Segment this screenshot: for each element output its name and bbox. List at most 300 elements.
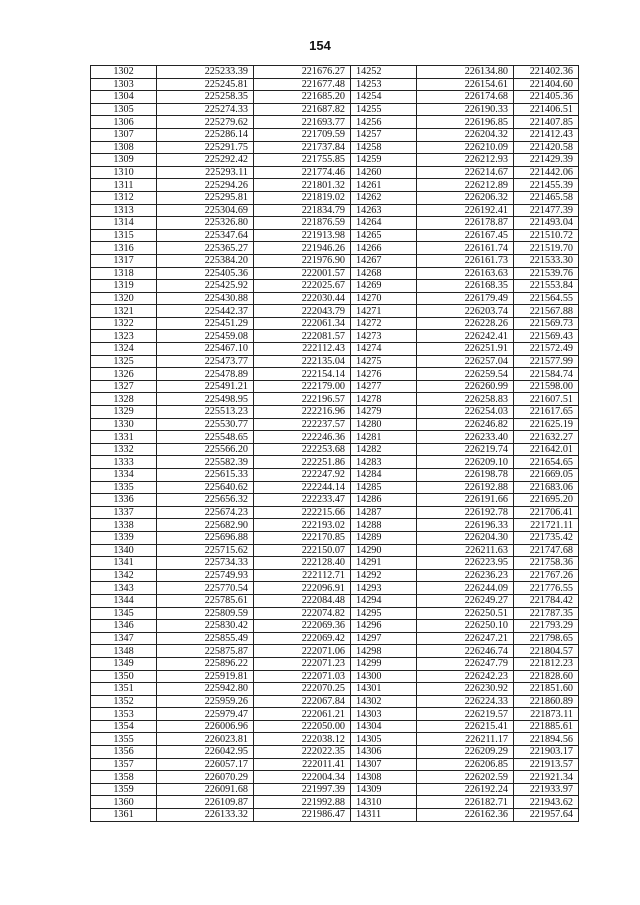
point-id-left: 1360 xyxy=(91,796,157,809)
y-coordinate-right: 221442.06 xyxy=(514,166,579,179)
x-coordinate-right: 226259.54 xyxy=(417,368,514,381)
table-row xyxy=(91,531,579,544)
x-coordinate-right: 226204.30 xyxy=(417,531,514,544)
point-id-left: 1318 xyxy=(91,267,157,280)
y-coordinate-right: 221569.73 xyxy=(514,317,579,330)
point-id-right: 14287 xyxy=(351,506,417,519)
point-id-right: 14271 xyxy=(351,305,417,318)
table-row xyxy=(91,632,579,645)
x-coordinate-right: 226162.36 xyxy=(417,809,514,822)
y-coordinate-left: 221693.77 xyxy=(254,116,351,129)
table-row xyxy=(91,695,579,708)
y-coordinate-right: 221747.68 xyxy=(514,544,579,557)
point-id-right: 14279 xyxy=(351,406,417,419)
x-coordinate-right: 226192.78 xyxy=(417,506,514,519)
point-id-right: 14268 xyxy=(351,267,417,280)
table-row xyxy=(91,481,579,494)
x-coordinate-right: 226192.41 xyxy=(417,204,514,217)
y-coordinate-left: 221774.46 xyxy=(254,166,351,179)
y-coordinate-left: 221737.84 xyxy=(254,141,351,154)
table-row xyxy=(91,771,579,784)
x-coordinate-left: 225451.29 xyxy=(157,317,254,330)
point-id-right: 14267 xyxy=(351,254,417,267)
x-coordinate-right: 226161.73 xyxy=(417,254,514,267)
x-coordinate-right: 226230.92 xyxy=(417,683,514,696)
y-coordinate-right: 221812.23 xyxy=(514,657,579,670)
point-id-left: 1313 xyxy=(91,204,157,217)
point-id-left: 1311 xyxy=(91,179,157,192)
point-id-right: 14298 xyxy=(351,645,417,658)
point-id-right: 14283 xyxy=(351,456,417,469)
table-row xyxy=(91,783,579,796)
x-coordinate-left: 225896.22 xyxy=(157,657,254,670)
y-coordinate-right: 221465.58 xyxy=(514,191,579,204)
coordinates-table xyxy=(90,65,579,822)
y-coordinate-right: 221851.60 xyxy=(514,683,579,696)
x-coordinate-left: 225582.39 xyxy=(157,456,254,469)
x-coordinate-right: 226219.74 xyxy=(417,443,514,456)
y-coordinate-left: 222071.23 xyxy=(254,657,351,670)
x-coordinate-left: 225830.42 xyxy=(157,620,254,633)
y-coordinate-left: 222193.02 xyxy=(254,519,351,532)
point-id-right: 14308 xyxy=(351,771,417,784)
y-coordinate-right: 221519.70 xyxy=(514,242,579,255)
point-id-right: 14281 xyxy=(351,431,417,444)
table-row xyxy=(91,154,579,167)
point-id-left: 1310 xyxy=(91,166,157,179)
y-coordinate-right: 221758.36 xyxy=(514,557,579,570)
x-coordinate-right: 226206.85 xyxy=(417,758,514,771)
x-coordinate-left: 225245.81 xyxy=(157,78,254,91)
point-id-right: 14262 xyxy=(351,191,417,204)
table-row xyxy=(91,91,579,104)
point-id-left: 1305 xyxy=(91,103,157,116)
x-coordinate-right: 226192.88 xyxy=(417,481,514,494)
point-id-right: 14285 xyxy=(351,481,417,494)
point-id-left: 1335 xyxy=(91,481,157,494)
table-row xyxy=(91,254,579,267)
point-id-right: 14289 xyxy=(351,531,417,544)
y-coordinate-right: 221429.39 xyxy=(514,154,579,167)
point-id-left: 1339 xyxy=(91,531,157,544)
x-coordinate-left: 225749.93 xyxy=(157,569,254,582)
x-coordinate-right: 226249.27 xyxy=(417,594,514,607)
x-coordinate-left: 226042.95 xyxy=(157,746,254,759)
y-coordinate-right: 221407.85 xyxy=(514,116,579,129)
x-coordinate-right: 226242.23 xyxy=(417,670,514,683)
x-coordinate-left: 225304.69 xyxy=(157,204,254,217)
y-coordinate-right: 221569.43 xyxy=(514,330,579,343)
x-coordinate-left: 225855.49 xyxy=(157,632,254,645)
point-id-right: 14278 xyxy=(351,393,417,406)
x-coordinate-left: 225682.90 xyxy=(157,519,254,532)
table-row xyxy=(91,305,579,318)
table-row xyxy=(91,519,579,532)
y-coordinate-right: 221885.61 xyxy=(514,720,579,733)
x-coordinate-left: 225548.65 xyxy=(157,431,254,444)
point-id-right: 14310 xyxy=(351,796,417,809)
table-row xyxy=(91,557,579,570)
x-coordinate-right: 226198.78 xyxy=(417,469,514,482)
y-coordinate-right: 221405.36 xyxy=(514,91,579,104)
x-coordinate-right: 226203.74 xyxy=(417,305,514,318)
point-id-right: 14304 xyxy=(351,720,417,733)
x-coordinate-right: 226242.41 xyxy=(417,330,514,343)
y-coordinate-left: 222061.34 xyxy=(254,317,351,330)
y-coordinate-right: 221695.20 xyxy=(514,494,579,507)
table-row xyxy=(91,657,579,670)
point-id-left: 1332 xyxy=(91,443,157,456)
y-coordinate-right: 221584.74 xyxy=(514,368,579,381)
x-coordinate-left: 225425.92 xyxy=(157,280,254,293)
x-coordinate-left: 226091.68 xyxy=(157,783,254,796)
x-coordinate-left: 225875.87 xyxy=(157,645,254,658)
y-coordinate-right: 221510.72 xyxy=(514,229,579,242)
y-coordinate-right: 221784.42 xyxy=(514,594,579,607)
y-coordinate-right: 221669.05 xyxy=(514,469,579,482)
table-row xyxy=(91,796,579,809)
x-coordinate-left: 225295.81 xyxy=(157,191,254,204)
y-coordinate-right: 221787.35 xyxy=(514,607,579,620)
x-coordinate-right: 226233.40 xyxy=(417,431,514,444)
x-coordinate-left: 225291.75 xyxy=(157,141,254,154)
x-coordinate-left: 225615.33 xyxy=(157,469,254,482)
point-id-right: 14266 xyxy=(351,242,417,255)
x-coordinate-right: 226206.32 xyxy=(417,191,514,204)
x-coordinate-left: 225959.26 xyxy=(157,695,254,708)
table-row xyxy=(91,380,579,393)
x-coordinate-left: 225640.62 xyxy=(157,481,254,494)
table-row xyxy=(91,443,579,456)
point-id-right: 14269 xyxy=(351,280,417,293)
y-coordinate-right: 221721.11 xyxy=(514,519,579,532)
y-coordinate-left: 221709.59 xyxy=(254,128,351,141)
y-coordinate-left: 222135.04 xyxy=(254,355,351,368)
point-id-left: 1358 xyxy=(91,771,157,784)
table-row xyxy=(91,103,579,116)
table-row xyxy=(91,720,579,733)
y-coordinate-left: 222001.57 xyxy=(254,267,351,280)
point-id-left: 1353 xyxy=(91,708,157,721)
y-coordinate-right: 221706.41 xyxy=(514,506,579,519)
x-coordinate-left: 226109.87 xyxy=(157,796,254,809)
y-coordinate-right: 221632.27 xyxy=(514,431,579,444)
x-coordinate-right: 226212.89 xyxy=(417,179,514,192)
point-id-left: 1302 xyxy=(91,66,157,79)
x-coordinate-right: 226209.29 xyxy=(417,746,514,759)
point-id-right: 14301 xyxy=(351,683,417,696)
x-coordinate-left: 225498.95 xyxy=(157,393,254,406)
y-coordinate-left: 222030.44 xyxy=(254,292,351,305)
point-id-left: 1333 xyxy=(91,456,157,469)
x-coordinate-left: 225513.23 xyxy=(157,406,254,419)
x-coordinate-left: 225696.88 xyxy=(157,531,254,544)
y-coordinate-left: 222011.41 xyxy=(254,758,351,771)
point-id-right: 14291 xyxy=(351,557,417,570)
y-coordinate-left: 221997.39 xyxy=(254,783,351,796)
y-coordinate-right: 221654.65 xyxy=(514,456,579,469)
point-id-left: 1334 xyxy=(91,469,157,482)
y-coordinate-left: 221992.88 xyxy=(254,796,351,809)
x-coordinate-left: 225919.81 xyxy=(157,670,254,683)
x-coordinate-left: 225473.77 xyxy=(157,355,254,368)
point-id-left: 1356 xyxy=(91,746,157,759)
point-id-left: 1345 xyxy=(91,607,157,620)
point-id-left: 1343 xyxy=(91,582,157,595)
y-coordinate-left: 222084.48 xyxy=(254,594,351,607)
y-coordinate-left: 222081.57 xyxy=(254,330,351,343)
point-id-right: 14305 xyxy=(351,733,417,746)
table-row xyxy=(91,582,579,595)
table-row xyxy=(91,406,579,419)
table-row xyxy=(91,166,579,179)
point-id-right: 14294 xyxy=(351,594,417,607)
point-id-right: 14258 xyxy=(351,141,417,154)
point-id-right: 14252 xyxy=(351,66,417,79)
y-coordinate-right: 221477.39 xyxy=(514,204,579,217)
point-id-left: 1344 xyxy=(91,594,157,607)
y-coordinate-right: 221828.60 xyxy=(514,670,579,683)
point-id-right: 14263 xyxy=(351,204,417,217)
point-id-right: 14299 xyxy=(351,657,417,670)
point-id-left: 1303 xyxy=(91,78,157,91)
y-coordinate-right: 221406.51 xyxy=(514,103,579,116)
y-coordinate-right: 221404.60 xyxy=(514,78,579,91)
y-coordinate-right: 221493.04 xyxy=(514,217,579,230)
y-coordinate-left: 222237.57 xyxy=(254,418,351,431)
point-id-right: 14254 xyxy=(351,91,417,104)
x-coordinate-left: 226057.17 xyxy=(157,758,254,771)
point-id-right: 14280 xyxy=(351,418,417,431)
x-coordinate-left: 225233.39 xyxy=(157,66,254,79)
table-row xyxy=(91,809,579,822)
point-id-left: 1341 xyxy=(91,557,157,570)
x-coordinate-left: 225491.21 xyxy=(157,380,254,393)
x-coordinate-left: 225770.54 xyxy=(157,582,254,595)
x-coordinate-left: 225942.80 xyxy=(157,683,254,696)
y-coordinate-left: 221676.27 xyxy=(254,66,351,79)
table-row xyxy=(91,393,579,406)
point-id-right: 14288 xyxy=(351,519,417,532)
y-coordinate-left: 222096.91 xyxy=(254,582,351,595)
point-id-left: 1351 xyxy=(91,683,157,696)
x-coordinate-right: 226214.67 xyxy=(417,166,514,179)
y-coordinate-left: 222128.40 xyxy=(254,557,351,570)
x-coordinate-left: 225442.37 xyxy=(157,305,254,318)
x-coordinate-right: 226211.17 xyxy=(417,733,514,746)
point-id-right: 14307 xyxy=(351,758,417,771)
point-id-right: 14286 xyxy=(351,494,417,507)
y-coordinate-right: 221642.01 xyxy=(514,443,579,456)
point-id-right: 14259 xyxy=(351,154,417,167)
point-id-left: 1331 xyxy=(91,431,157,444)
point-id-left: 1350 xyxy=(91,670,157,683)
x-coordinate-left: 226070.29 xyxy=(157,771,254,784)
point-id-left: 1355 xyxy=(91,733,157,746)
point-id-left: 1321 xyxy=(91,305,157,318)
y-coordinate-right: 221957.64 xyxy=(514,809,579,822)
y-coordinate-left: 222253.68 xyxy=(254,443,351,456)
table-row xyxy=(91,280,579,293)
point-id-right: 14272 xyxy=(351,317,417,330)
y-coordinate-left: 222071.03 xyxy=(254,670,351,683)
x-coordinate-right: 226174.68 xyxy=(417,91,514,104)
point-id-left: 1342 xyxy=(91,569,157,582)
y-coordinate-right: 221572.49 xyxy=(514,343,579,356)
point-id-right: 14270 xyxy=(351,292,417,305)
y-coordinate-right: 221767.26 xyxy=(514,569,579,582)
y-coordinate-right: 221913.57 xyxy=(514,758,579,771)
point-id-right: 14256 xyxy=(351,116,417,129)
x-coordinate-left: 225326.80 xyxy=(157,217,254,230)
y-coordinate-left: 222216.96 xyxy=(254,406,351,419)
y-coordinate-left: 221946.26 xyxy=(254,242,351,255)
x-coordinate-right: 226167.45 xyxy=(417,229,514,242)
point-id-left: 1316 xyxy=(91,242,157,255)
x-coordinate-right: 226223.95 xyxy=(417,557,514,570)
y-coordinate-left: 221819.02 xyxy=(254,191,351,204)
point-id-right: 14276 xyxy=(351,368,417,381)
point-id-left: 1322 xyxy=(91,317,157,330)
x-coordinate-right: 226210.09 xyxy=(417,141,514,154)
point-id-left: 1314 xyxy=(91,217,157,230)
point-id-left: 1330 xyxy=(91,418,157,431)
point-id-left: 1324 xyxy=(91,343,157,356)
x-coordinate-right: 226246.74 xyxy=(417,645,514,658)
y-coordinate-left: 221976.90 xyxy=(254,254,351,267)
y-coordinate-left: 221677.48 xyxy=(254,78,351,91)
y-coordinate-right: 221894.56 xyxy=(514,733,579,746)
table-row xyxy=(91,179,579,192)
table-row xyxy=(91,733,579,746)
y-coordinate-right: 221860.89 xyxy=(514,695,579,708)
x-coordinate-right: 226247.21 xyxy=(417,632,514,645)
y-coordinate-right: 221564.55 xyxy=(514,292,579,305)
y-coordinate-right: 221921.34 xyxy=(514,771,579,784)
table-row xyxy=(91,217,579,230)
x-coordinate-right: 226192.24 xyxy=(417,783,514,796)
table-row xyxy=(91,116,579,129)
table-row xyxy=(91,431,579,444)
point-id-right: 14292 xyxy=(351,569,417,582)
x-coordinate-right: 226209.10 xyxy=(417,456,514,469)
point-id-right: 14277 xyxy=(351,380,417,393)
y-coordinate-left: 222215.66 xyxy=(254,506,351,519)
x-coordinate-left: 226133.32 xyxy=(157,809,254,822)
table-row xyxy=(91,330,579,343)
y-coordinate-right: 221567.88 xyxy=(514,305,579,318)
y-coordinate-left: 221801.32 xyxy=(254,179,351,192)
y-coordinate-left: 222070.25 xyxy=(254,683,351,696)
y-coordinate-right: 221533.30 xyxy=(514,254,579,267)
table-row xyxy=(91,267,579,280)
point-id-right: 14261 xyxy=(351,179,417,192)
point-id-left: 1361 xyxy=(91,809,157,822)
table-row xyxy=(91,191,579,204)
point-id-right: 14273 xyxy=(351,330,417,343)
table-row xyxy=(91,544,579,557)
x-coordinate-left: 225478.89 xyxy=(157,368,254,381)
y-coordinate-left: 222179.00 xyxy=(254,380,351,393)
x-coordinate-left: 225715.62 xyxy=(157,544,254,557)
x-coordinate-left: 225734.33 xyxy=(157,557,254,570)
y-coordinate-left: 222069.36 xyxy=(254,620,351,633)
table-row xyxy=(91,229,579,242)
table-row xyxy=(91,683,579,696)
point-id-right: 14257 xyxy=(351,128,417,141)
y-coordinate-left: 221685.20 xyxy=(254,91,351,104)
x-coordinate-right: 226257.04 xyxy=(417,355,514,368)
x-coordinate-right: 226215.41 xyxy=(417,720,514,733)
y-coordinate-right: 221455.39 xyxy=(514,179,579,192)
point-id-right: 14293 xyxy=(351,582,417,595)
y-coordinate-left: 221755.85 xyxy=(254,154,351,167)
y-coordinate-left: 222244.14 xyxy=(254,481,351,494)
y-coordinate-right: 221412.43 xyxy=(514,128,579,141)
x-coordinate-left: 225566.20 xyxy=(157,443,254,456)
y-coordinate-right: 221607.51 xyxy=(514,393,579,406)
point-id-left: 1359 xyxy=(91,783,157,796)
y-coordinate-right: 221617.65 xyxy=(514,406,579,419)
x-coordinate-right: 226154.61 xyxy=(417,78,514,91)
point-id-right: 14284 xyxy=(351,469,417,482)
point-id-right: 14309 xyxy=(351,783,417,796)
x-coordinate-right: 226250.51 xyxy=(417,607,514,620)
x-coordinate-left: 225979.47 xyxy=(157,708,254,721)
y-coordinate-left: 222154.14 xyxy=(254,368,351,381)
x-coordinate-right: 226244.09 xyxy=(417,582,514,595)
point-id-right: 14253 xyxy=(351,78,417,91)
x-coordinate-right: 226211.63 xyxy=(417,544,514,557)
table-row xyxy=(91,594,579,607)
point-id-left: 1337 xyxy=(91,506,157,519)
y-coordinate-right: 221798.65 xyxy=(514,632,579,645)
page-number: 154 xyxy=(309,38,331,53)
point-id-right: 14290 xyxy=(351,544,417,557)
x-coordinate-right: 226246.82 xyxy=(417,418,514,431)
x-coordinate-left: 225809.59 xyxy=(157,607,254,620)
point-id-right: 14264 xyxy=(351,217,417,230)
point-id-left: 1329 xyxy=(91,406,157,419)
y-coordinate-left: 222043.79 xyxy=(254,305,351,318)
x-coordinate-left: 225384.20 xyxy=(157,254,254,267)
point-id-right: 14282 xyxy=(351,443,417,456)
point-id-left: 1338 xyxy=(91,519,157,532)
point-id-left: 1357 xyxy=(91,758,157,771)
point-id-left: 1312 xyxy=(91,191,157,204)
x-coordinate-left: 226023.81 xyxy=(157,733,254,746)
x-coordinate-left: 225293.11 xyxy=(157,166,254,179)
y-coordinate-right: 221402.36 xyxy=(514,66,579,79)
point-id-right: 14303 xyxy=(351,708,417,721)
table-row xyxy=(91,355,579,368)
y-coordinate-left: 222025.67 xyxy=(254,280,351,293)
point-id-left: 1323 xyxy=(91,330,157,343)
y-coordinate-left: 222074.82 xyxy=(254,607,351,620)
table-row xyxy=(91,66,579,79)
point-id-right: 14260 xyxy=(351,166,417,179)
x-coordinate-left: 225365.27 xyxy=(157,242,254,255)
x-coordinate-right: 226236.23 xyxy=(417,569,514,582)
x-coordinate-right: 226247.79 xyxy=(417,657,514,670)
y-coordinate-right: 221804.57 xyxy=(514,645,579,658)
y-coordinate-left: 221687.82 xyxy=(254,103,351,116)
point-id-left: 1328 xyxy=(91,393,157,406)
point-id-left: 1325 xyxy=(91,355,157,368)
y-coordinate-right: 221903.17 xyxy=(514,746,579,759)
y-coordinate-left: 222247.92 xyxy=(254,469,351,482)
point-id-left: 1315 xyxy=(91,229,157,242)
